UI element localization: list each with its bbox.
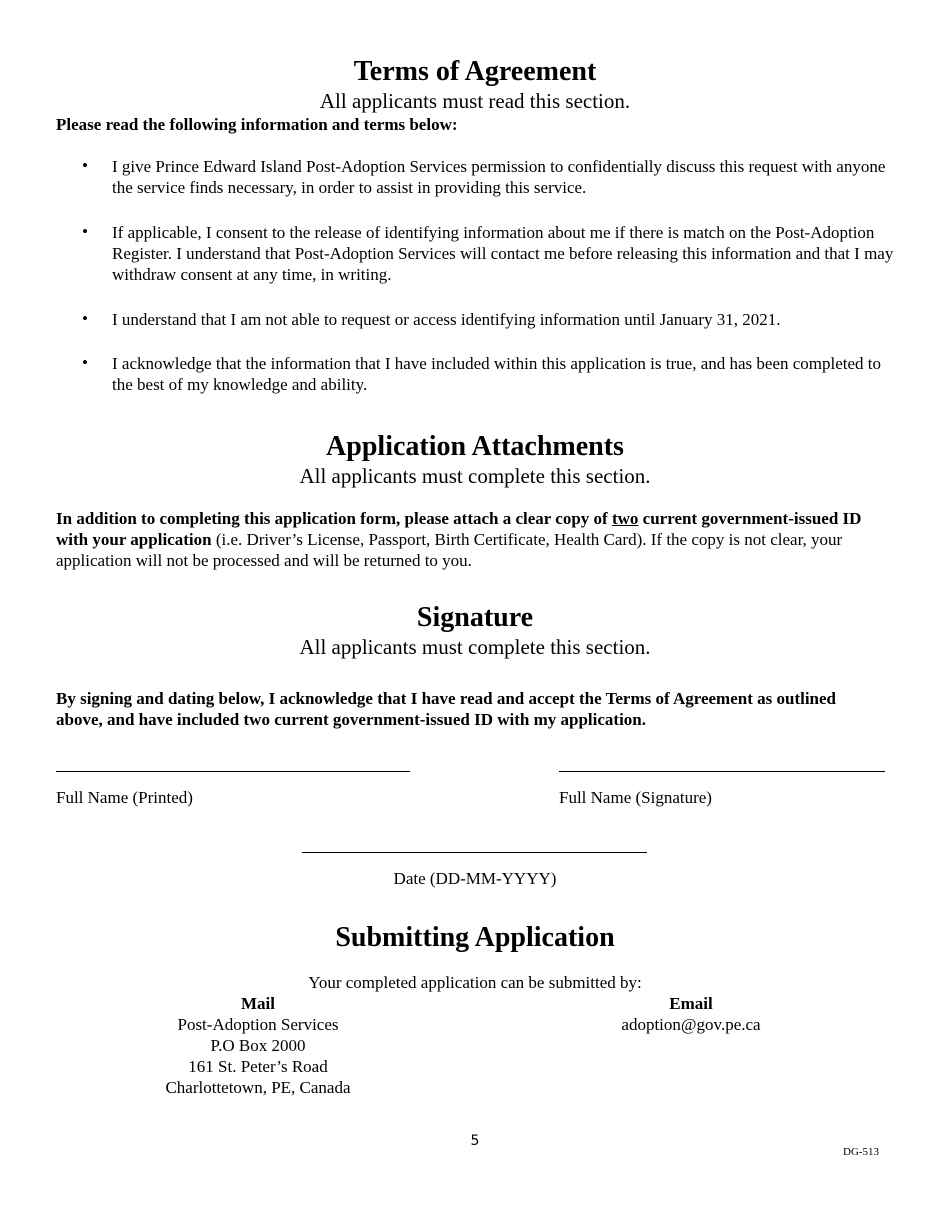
printed-name-label: Full Name (Printed): [56, 788, 193, 807]
attachments-bold-underlined: two: [611, 509, 639, 528]
terms-title: Terms of Agreement: [353, 56, 597, 87]
bullet-marker: •: [82, 353, 88, 372]
bullet-marker: •: [82, 156, 88, 175]
date-label: Date (DD-MM-YYYY): [393, 869, 557, 888]
attachments-instructions: [56, 508, 896, 571]
signature-label: Full Name (Signature): [559, 788, 712, 807]
terms-subtitle: All applicants must read this section.: [319, 89, 631, 113]
signature-title: Signature: [416, 602, 534, 633]
date-line[interactable]: [302, 852, 647, 853]
signature-subtitle: All applicants must complete this section.: [299, 635, 651, 659]
mail-heading: Mail: [241, 994, 275, 1013]
signature-line[interactable]: [559, 771, 885, 772]
mail-line-1: Post-Adoption Services: [177, 1015, 339, 1034]
attachments-title: Application Attachments: [326, 431, 624, 462]
email-heading: Email: [669, 994, 713, 1013]
terms-bullet-2: If applicable, I consent to the release of identifying information about me if there is match on the Post-Adoption Register. I understand that Post-Adoption Services will contact me before releasing this information and that I may withdraw consent at any time, in writing.: [112, 223, 894, 284]
bullet-marker: •: [82, 222, 88, 241]
attachments-subtitle: All applicants must complete this section.: [299, 464, 651, 488]
signature-statement: By signing and dating below, I acknowledge that I have read and accept the Terms of Agreement as outlined above, and have included two current government-issued ID with my application.: [56, 689, 837, 729]
submitting-intro: Your completed application can be submitted by:: [308, 973, 642, 992]
terms-bullet-3: I understand that I am not able to request or access identifying information until January 31, 2021.: [112, 310, 781, 329]
terms-bullet-1: I give Prince Edward Island Post-Adoption Services permission to confidentially discuss this request with anyone the service finds necessary, in order to assist in providing this service.: [112, 157, 886, 197]
email-block: [541, 993, 841, 1035]
submitting-title: Submitting Application: [335, 922, 615, 953]
attachments-bold-2: current government-issued ID with your application: [56, 509, 862, 549]
terms-bullet-4: I acknowledge that the information that I have included within this application is true, and has been completed to the best of my knowledge and ability.: [112, 354, 882, 394]
email-address-link[interactable]: adoption@gov.pe.ca: [621, 1015, 761, 1034]
attachments-bold-1: In addition to completing this application form, please attach a clear copy of: [56, 509, 612, 528]
mail-line-4: Charlottetown, PE, Canada: [165, 1078, 351, 1097]
bullet-marker: •: [82, 309, 88, 328]
terms-intro: Please read the following information and terms below:: [56, 115, 458, 134]
mail-line-2: P.O Box 2000: [210, 1036, 306, 1055]
mail-block: [108, 993, 408, 1098]
page-number: 5: [470, 1133, 480, 1149]
mail-line-3: 161 St. Peter’s Road: [188, 1057, 328, 1076]
printed-name-line[interactable]: [56, 771, 410, 772]
attachments-normal: (i.e. Driver’s License, Passport, Birth Certificate, Health Card). If the copy is not clear, your application will not be processed and will be returned to you.: [56, 530, 843, 570]
form-code: DG-513: [843, 1146, 880, 1158]
